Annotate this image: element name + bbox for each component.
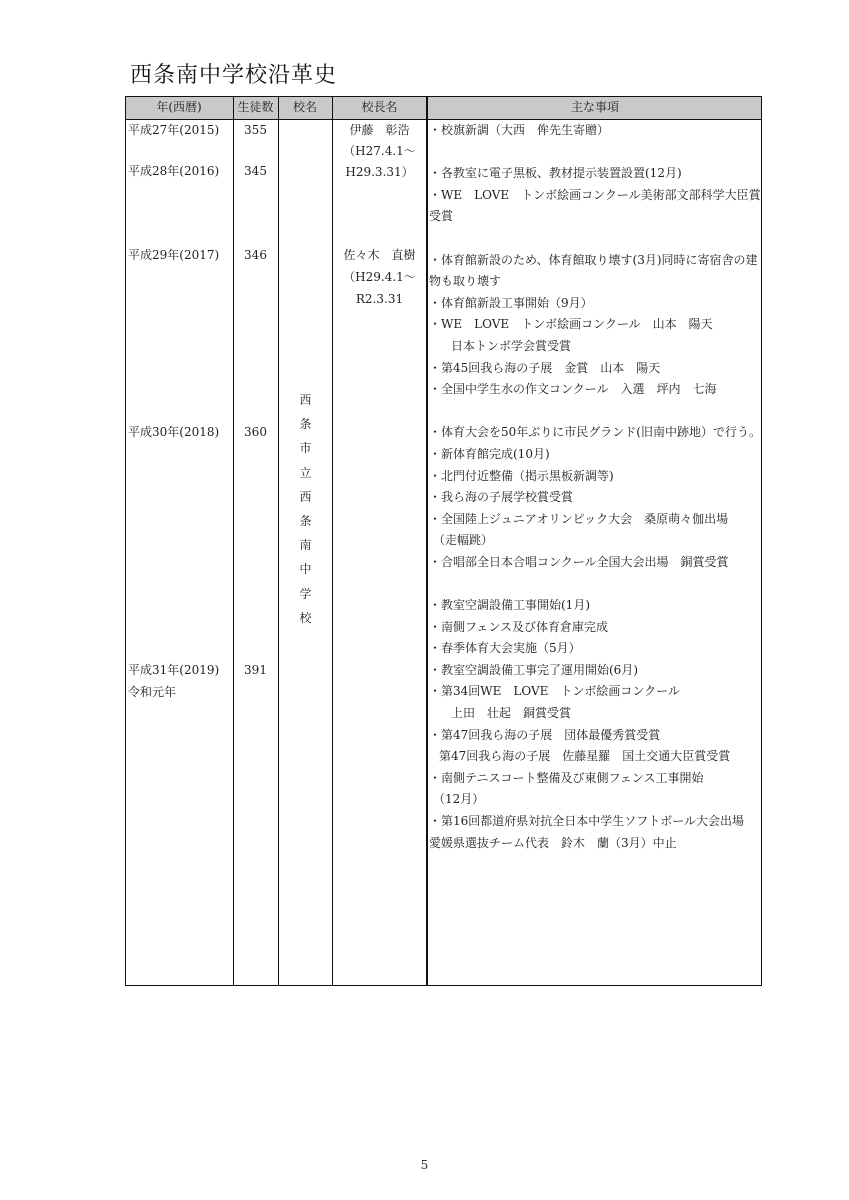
students-cell: 360 — [244, 425, 267, 439]
event-item: ・全国陸上ジュニアオリンピック大会 桑原萌々伽出場 — [429, 511, 729, 526]
history-table — [125, 96, 762, 986]
school-name-char: 中 — [299, 562, 312, 577]
event-item: ・教室空調設備工事完了運用開始(6月) — [429, 662, 638, 677]
principal-name: 伊藤 彰浩 — [349, 123, 410, 137]
school-name-char: 立 — [299, 465, 312, 480]
event-item: ・第16回都道府県対抗全日本中学生ソフトボール大会出場 愛媛県選抜チーム代表 鈴木 蘭（3月）中止 — [429, 814, 757, 850]
principal-term: （H29.4.1～ — [343, 270, 416, 284]
event-item: ・校旗新調（大西 侔先生寄贈） — [429, 123, 610, 137]
students-cell: 345 — [244, 164, 267, 178]
principal-name: 佐々木 直樹 — [343, 248, 416, 262]
event-item: ・体育館新設のため、体育館取り壊す(3月)同時に寄宿舎の建物も取り壊す — [429, 252, 758, 289]
event-item-continued: 日本トンボ学会賞受賞 — [451, 338, 572, 353]
school-name-char: 南 — [299, 538, 312, 553]
principal-term: R2.3.31 — [355, 292, 404, 306]
event-item: ・新体育館完成(10月) — [429, 446, 550, 461]
column-divider — [332, 96, 333, 986]
school-name-char: 西 — [299, 393, 312, 407]
header-students: 生徒数 — [237, 100, 274, 114]
principal-term: H29.3.31） — [345, 165, 414, 179]
event-item-continued: （12月） — [433, 792, 485, 807]
event-item-continued: 第47回我ら海の子展 佐藤星羅 国土交通大臣賞受賞 — [439, 749, 731, 764]
event-item: ・教室空調設備工事開始(1月) — [429, 598, 590, 613]
students-cell: 346 — [244, 248, 267, 262]
event-item: ・春季体育大会実施（5月） — [429, 641, 581, 656]
event-item: ・第47回我ら海の子展 団体最優秀賞受賞 — [429, 727, 661, 742]
event-item: ・全国中学生水の作文コンクール 入選 坪内 七海 — [429, 382, 717, 397]
school-name-vertical — [279, 388, 332, 630]
header-principal: 校長名 — [361, 100, 398, 114]
column-divider — [426, 96, 428, 986]
event-item: ・WE LOVE トンボ絵画コンクール 山本 陽天 — [429, 317, 713, 332]
students-cell: 355 — [244, 123, 267, 137]
event-item-continued: 上田 壮起 銅賞受賞 — [451, 706, 572, 721]
page-number: 5 — [420, 1158, 429, 1172]
event-item: ・第34回WE LOVE トンボ絵画コンクール — [429, 684, 680, 699]
header-school-name: 校名 — [292, 100, 317, 114]
event-item: ・南側テニスコート整備及び東側フェンス工事開始 — [429, 770, 704, 785]
students-cell: 391 — [244, 663, 267, 677]
spacer — [429, 142, 761, 164]
event-item: ・南側フェンス及び体育倉庫完成 — [429, 619, 609, 634]
spacer — [429, 573, 761, 595]
school-name-char: 市 — [299, 441, 312, 456]
year-cell: 平成28年(2016) — [128, 164, 220, 178]
spacer — [429, 228, 761, 250]
school-name-char: 条 — [299, 417, 312, 432]
school-name-char: 校 — [299, 610, 312, 625]
principal-term: （H27.4.1～ — [343, 144, 416, 158]
event-item: ・各教室に電子黒板、教材提示装置設置(12月) — [429, 166, 682, 181]
column-divider — [233, 96, 234, 986]
school-name-char: 学 — [299, 586, 312, 601]
school-name-char: 西 — [299, 489, 312, 504]
header-events: 主な事項 — [570, 100, 619, 114]
year-cell: 平成27年(2015) — [128, 123, 220, 137]
event-item-continued: （走幅跳） — [433, 533, 494, 548]
year-cell: 平成29年(2017) — [128, 248, 220, 262]
year-cell: 平成30年(2018) — [128, 425, 220, 439]
event-item: ・合唱部全日本合唱コンクール全国大会出場 銅賞受賞 — [429, 554, 729, 569]
event-item: ・WE LOVE トンボ絵画コンクール美術部文部科学大臣賞受賞 — [429, 187, 761, 224]
event-item: ・体育大会を50年ぶりに市民グランド(旧南中跡地）で行う。 — [429, 425, 761, 440]
school-name-char: 条 — [299, 514, 312, 529]
event-item: ・北門付近整備（掲示黒板新調等) — [429, 468, 614, 483]
event-item: ・第45回我ら海の子展 金賞 山本 陽天 — [429, 360, 661, 375]
events-list — [429, 120, 761, 854]
header-year: 年(西暦) — [156, 100, 202, 114]
year-cell: 平成31年(2019) — [128, 663, 220, 677]
event-item: ・我ら海の子展学校賞受賞 — [429, 490, 574, 505]
year-cell-era: 令和元年 — [128, 685, 177, 699]
spacer — [429, 401, 761, 423]
page-title: 西条南中学校沿革史 — [130, 63, 338, 88]
event-item: ・体育館新設工事開始（9月） — [429, 295, 593, 310]
